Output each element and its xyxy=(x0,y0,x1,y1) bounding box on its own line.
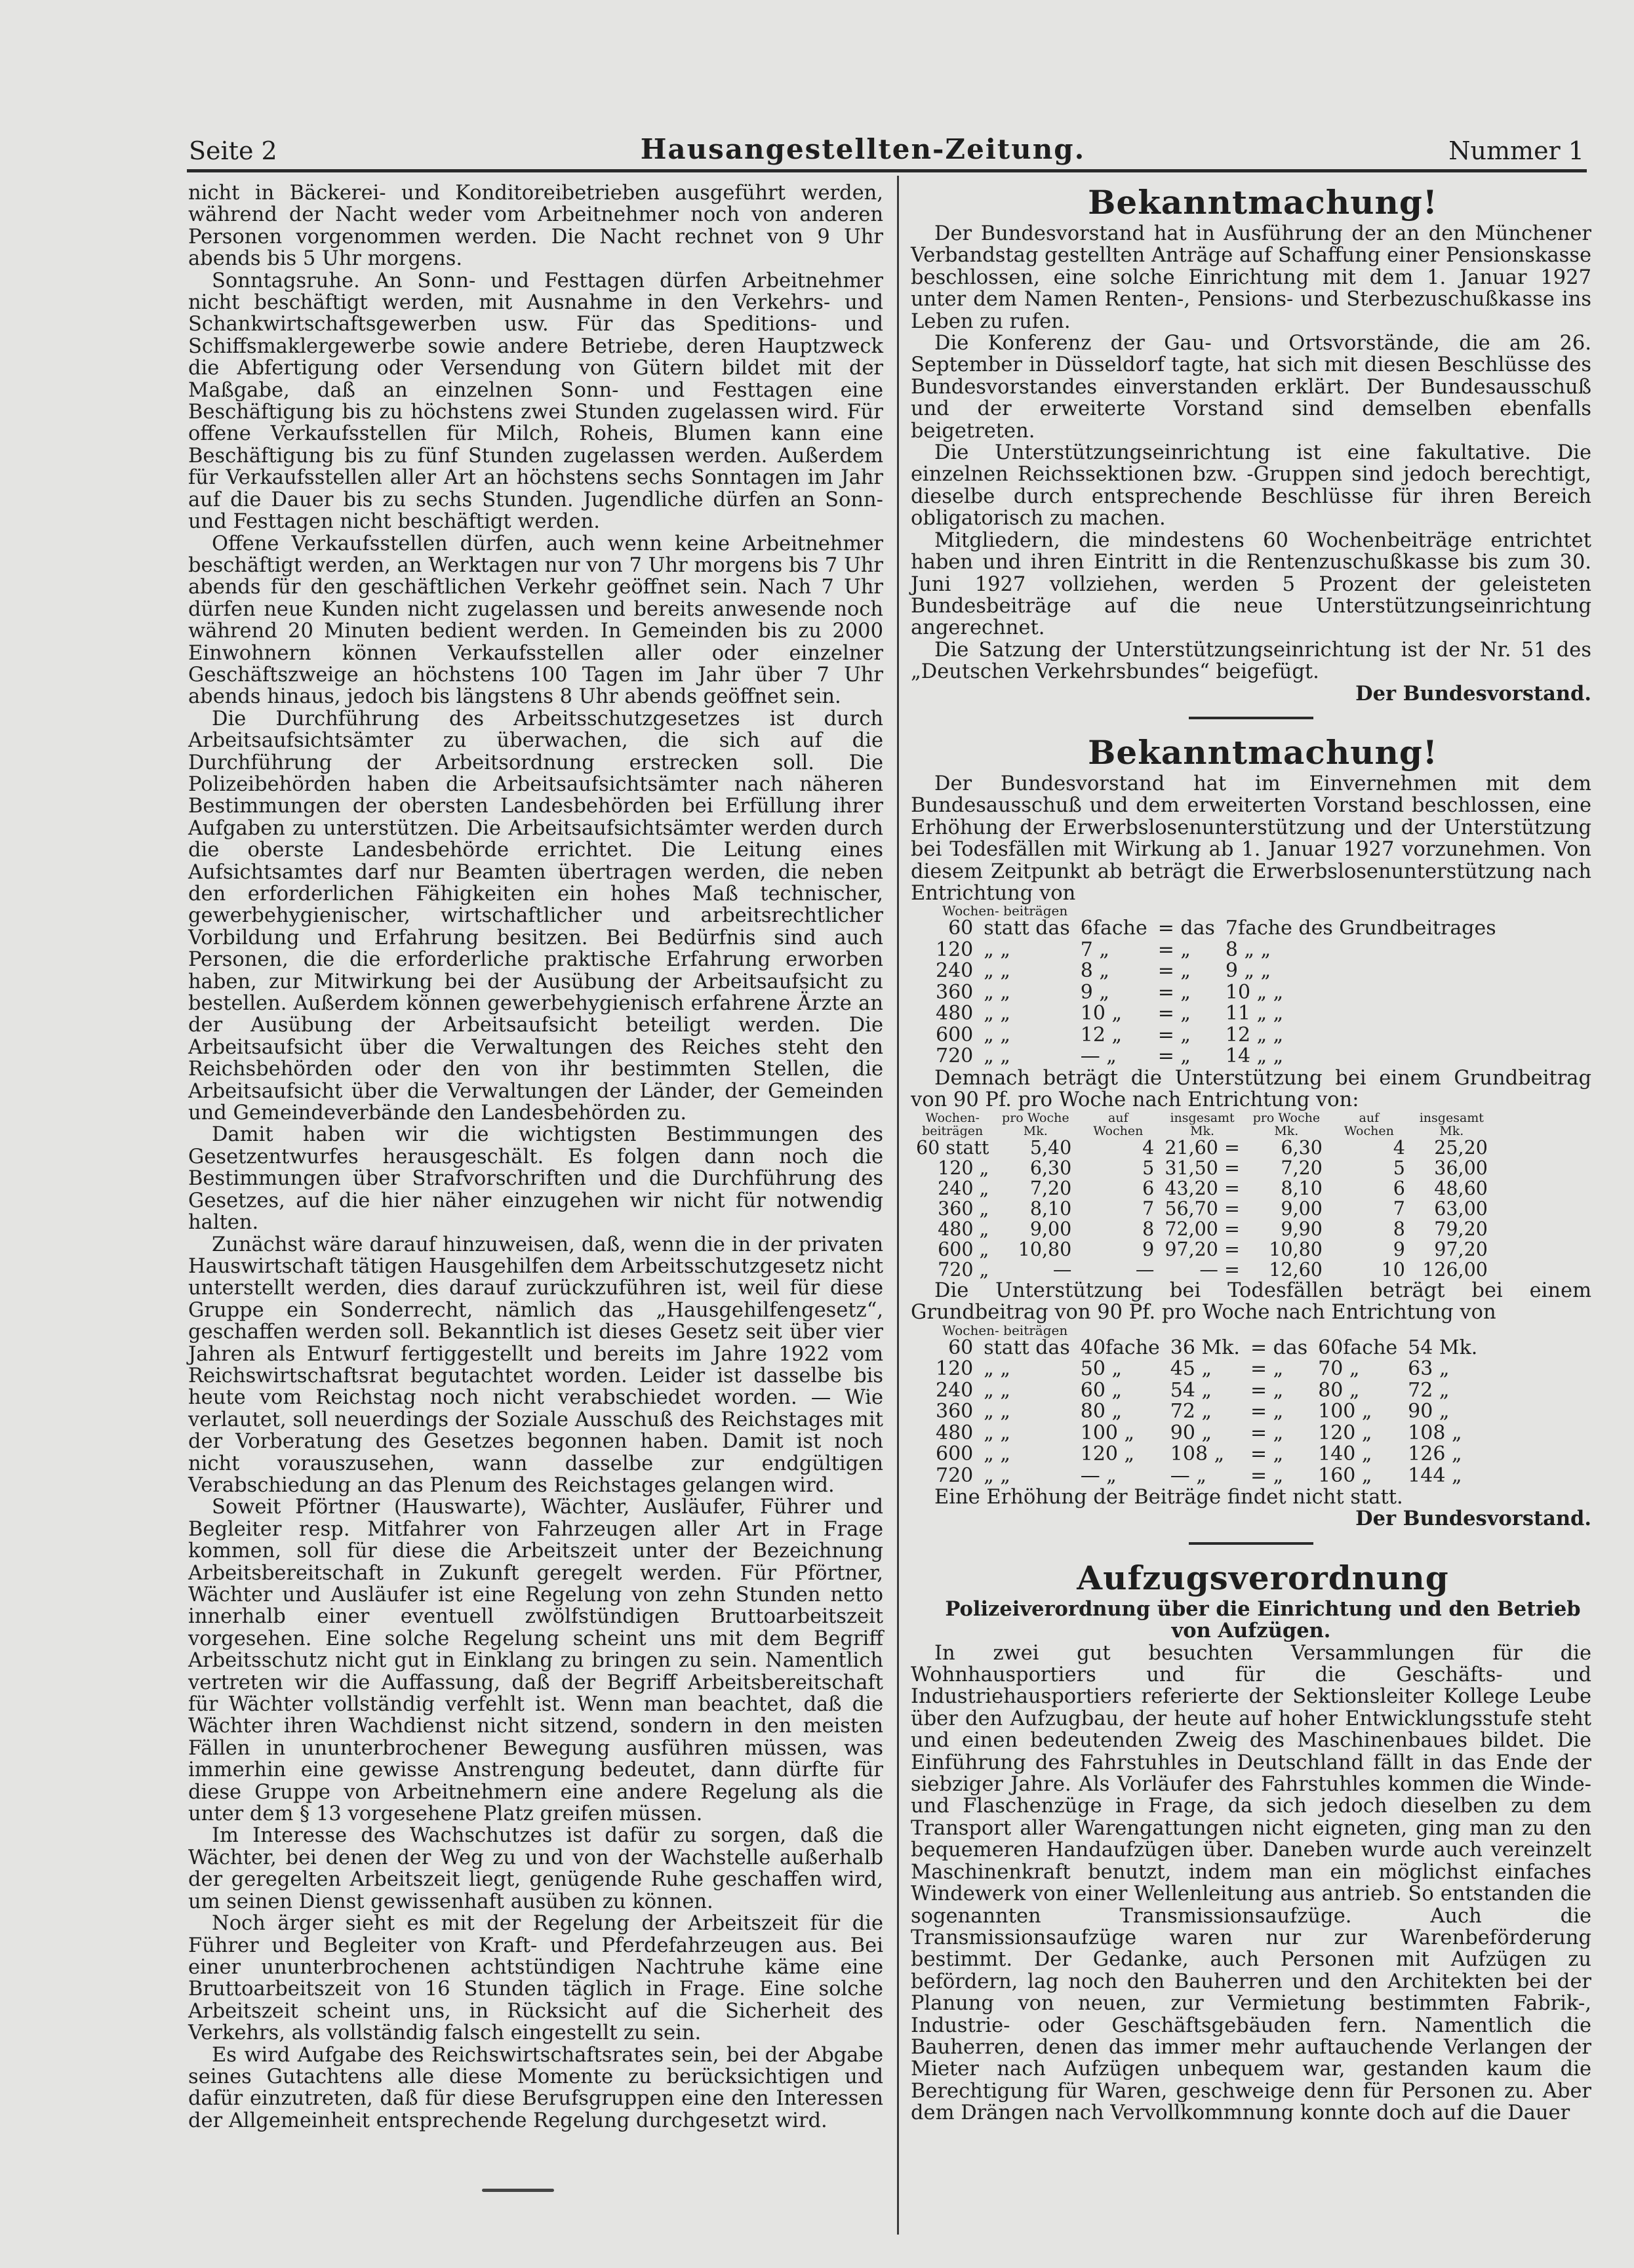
table-row xyxy=(930,1465,1483,1487)
table-cell: 5 xyxy=(1142,1157,1155,1179)
table-row xyxy=(930,1444,1483,1465)
announcement-paragraph: Mitgliedern, die mindestens 60 Wochenbeiträge entrichtet haben und ihren Eintritt in die Rentenzuschußkasse bis zum 30. Juni 1927 vollziehen, werden 5 Prozent der geleisteten Bundesbeiträge auf die neue Unterstützungseinrichtung angerechnet. xyxy=(911,528,1591,640)
table-cell: 600 „ xyxy=(938,1238,989,1260)
table-cell: 72 „ xyxy=(1170,1400,1212,1423)
table-cell: 8 xyxy=(1393,1218,1405,1240)
table-row xyxy=(930,918,1502,940)
column-header: Wochen- beiträgen xyxy=(922,1110,984,1138)
table-cell: 240 xyxy=(936,1378,974,1402)
article-paragraph: Zunächst wäre darauf hinzuweisen, daß, wenn die in der privaten Hauswirtschaft tätigen Hausgehilfen dem Arbeitsschutzgesetz nicht unterstellt werden, dies darauf zurückzuführen ist, weil für diese Gruppe ein Sonderrecht, nämlich das „Hausgehilfengesetz“, geschaffen werden soll. Bekanntlich ist dieses Gesetz seit über vier Jahren als Entwurf fertiggestellt und bereits im Jahre 1922 vom Reichswirtschaftsrat begutachtet worden. Leider ist dasselbe bis heute vom Reichstag noch nicht verabschiedet worden. — Wie verlautet, soll neuerdings der Soziale Ausschuß des Reichstages mit der Vorberatung des Gesetzes begonnen haben. Damit ist noch nicht vorauszusehen, wann dasselbe zur endgültigen Verabschiedung an das Plenum des Reichstages gelangen wird. xyxy=(188,1233,883,1497)
table-cell: 9 xyxy=(1393,1238,1405,1260)
benefit-table xyxy=(911,1111,1493,1280)
table-cell: 12 „ „ xyxy=(1225,1023,1284,1046)
table-cell: 120 „ xyxy=(1318,1421,1372,1444)
table-row xyxy=(930,1046,1502,1067)
table-cell: — „ xyxy=(1080,1044,1117,1068)
table-row xyxy=(911,1158,1493,1178)
table-cell: 480 „ xyxy=(938,1218,989,1240)
section-divider xyxy=(1189,717,1313,719)
table-row xyxy=(930,1338,1483,1359)
table-cell: 6 xyxy=(1142,1177,1155,1199)
column-header: pro Woche Mk. xyxy=(1002,1110,1069,1138)
table-cell: 480 xyxy=(936,1002,974,1025)
table-cell: 10 „ xyxy=(1080,1002,1123,1025)
table-row xyxy=(930,1401,1483,1423)
table-header-label: Wochen- beiträgen xyxy=(942,903,1068,919)
table-cell: 60 xyxy=(948,1336,974,1359)
table-cell: 9 xyxy=(1142,1238,1155,1260)
table-cell: 7 „ xyxy=(1080,938,1109,961)
table-cell: 100 „ xyxy=(1080,1421,1135,1444)
announcement-paragraph: Eine Erhöhung der Beiträge findet nicht statt. xyxy=(934,1486,1403,1509)
table-cell: 8 „ xyxy=(1080,959,1109,983)
table-cell: 80 „ xyxy=(1080,1400,1123,1423)
article-paragraph: Soweit Pförtner (Hauswarte), Wächter, Ausläufer, Führer und Begleiter resp. Mitfahrer von Fahrzeugen aller Art in Frage kommen, soll für diese die Arbeitszeit unter der Bezeichnung Arbeitsbereitschaft in Zukunft geregelt werden. Für Pförtner, Wächter und Ausläufer ist eine Regelung von zehn Stunden netto innerhalb einer eventuell zwölfstündigen Bruttoarbeitszeit vorgesehen. Eine solche Regelung scheint uns mit dem Begriff Arbeitsschutz nicht gut in Einklang zu bringen zu sein. Namentlich vertreten wir die Auffassung, daß der Begriff Arbeitsbereitschaft für Wächter vollständig verfehlt ist. Wenn man beachtet, daß die Wächter ihren Wachdienst nicht sitzend, sondern in den meisten Fällen in ununterbrochener Bewegung ausführen müssen, was immerhin eine gewisse Anstrengung bedeutet, dann dürfte für diese Gruppe von Arbeitnehmern eine andere Regelung als die unter dem § 13 vorgesehene Platz greifen müssen. xyxy=(188,1496,883,1826)
table-cell: 14 „ „ xyxy=(1225,1044,1284,1068)
announcement-heading: Bekanntmachung! xyxy=(1088,183,1438,222)
column-divider xyxy=(897,176,899,2235)
table-cell: „ „ xyxy=(984,1357,1010,1380)
article-paragraph: Offene Verkaufsstellen dürfen, auch wenn keine Arbeitnehmer beschäftigt werden, an Werktagen nur von 7 Uhr morgens bis 7 Uhr abends für den geschäftlichen Verkehr geöffnet sein. Nach 7 Uhr dürfen neue Kunden nicht zugelassen und bereits anwesende noch während 20 Minuten bedient werden. In Gemeinden bis zu 2000 Einwohnern können Verkaufsstellen aller oder einzelner Geschäftszweige an höchstens 100 Tagen im Jahr über 7 Uhr abends hinaus, jedoch bis längstens 8 Uhr abends geöffnet sein. xyxy=(188,532,883,709)
table-cell: „ „ xyxy=(984,1400,1010,1423)
table-cell: 720 „ xyxy=(938,1258,989,1281)
table-cell: — xyxy=(1135,1258,1155,1281)
table-cell: 63,00 xyxy=(1434,1197,1488,1220)
table-cell: 80 „ xyxy=(1318,1378,1360,1402)
table-cell: 45 „ xyxy=(1170,1357,1212,1380)
table-cell: 10,80 xyxy=(1269,1238,1323,1260)
table-cell: 11 „ „ xyxy=(1225,1002,1284,1025)
table-cell: 79,20 xyxy=(1434,1218,1488,1240)
table-cell: 10 „ „ xyxy=(1225,980,1284,1004)
table-cell: 10 xyxy=(1381,1258,1405,1281)
table-cell: — „ xyxy=(1170,1463,1206,1487)
table-cell: 31,50 = xyxy=(1165,1157,1240,1179)
table-cell: 6 xyxy=(1393,1177,1405,1199)
table-cell: „ „ xyxy=(984,1044,1010,1068)
table-cell: = „ xyxy=(1157,1002,1191,1025)
table-cell: = „ xyxy=(1250,1421,1284,1444)
article-paragraph: Sonntagsruhe. An Sonn- und Festtagen dürfen Arbeitnehmer nicht beschäftigt werden, mit Ausnahme in den Verkehrs- und Schankwirtschaftsgewerben usw. Für das Speditions- und Schiffsmaklergewerbe sowie andere Betriebe, deren Hauptzweck die Abfertigung oder Versendung von Gütern bildet mit der Maßgabe, daß an einzelnen Sonn- und Festtagen eine Beschäftigung bis zu höchstens zwei Stunden zugelassen wird. Für offene Verkaufsstellen für Milch, Roheis, Blumen kann eine Beschäftigung bis zu fünf Stunden zugelassen werden. Außerdem für Verkaufsstellen aller Art an höchstens sechs Sonntagen im Jahr auf die Dauer bis zu sechs Stunden. Jugendliche dürfen an Sonn- und Festtagen nicht beschäftigt werden. xyxy=(188,269,883,534)
table-cell: 36,00 xyxy=(1434,1157,1488,1179)
table-cell: 60fache xyxy=(1318,1336,1398,1359)
table-cell: 72,00 = xyxy=(1165,1218,1240,1240)
table-cell: = „ xyxy=(1157,938,1191,961)
table-cell: „ „ xyxy=(984,1378,1010,1402)
table-cell: 126 „ xyxy=(1408,1442,1462,1465)
table-cell: statt das xyxy=(984,917,1070,940)
table-cell: = „ xyxy=(1250,1442,1284,1465)
column-header: auf Wochen xyxy=(1093,1110,1144,1138)
announcement-paragraph: Die Satzung der Unterstützungseinrichtung ist der Nr. 51 des „Deutschen Verkehrsbundes“ beigefügt. xyxy=(911,638,1591,684)
table-cell: 720 xyxy=(936,1463,974,1487)
header-rule xyxy=(187,169,1587,172)
table-row xyxy=(911,1199,1493,1219)
article-subheading: Polizeiverordnung über die Einrichtung und den Betrieb von Aufzügen. xyxy=(945,1597,1581,1643)
table-cell: 40fache xyxy=(1080,1336,1160,1359)
table-cell: 140 „ xyxy=(1318,1442,1372,1465)
table-cell: 50 „ xyxy=(1080,1357,1123,1380)
table-cell: „ „ xyxy=(984,938,1010,961)
column-header: insgesamt Mk. xyxy=(1170,1110,1235,1138)
issue-number: Nummer 1 xyxy=(1448,136,1584,165)
table-cell: statt das xyxy=(984,1336,1070,1359)
table-header-label: Wochen- beiträgen xyxy=(942,1322,1068,1338)
table-cell: 7fache des Grundbeitrages xyxy=(1225,917,1496,940)
announcement-paragraph: Die Unterstützung bei Todesfällen beträgt bei einem Grundbeitrag von 90 Pf. pro Woche nach Entrichtung von xyxy=(911,1279,1591,1324)
article-paragraph: Es wird Aufgabe des Reichswirtschaftsrates sein, bei der Abgabe seines Gutachtens alle diese Momente zu berücksichtigen und dafür einzutreten, daß für diese Berufsgruppen eine den Interessen der Allgemeinheit entsprechende Regelung durchgesetzt wird. xyxy=(188,2043,883,2132)
table-cell: 12 „ xyxy=(1080,1023,1123,1046)
table-cell: 8,10 xyxy=(1281,1177,1323,1199)
table-cell: = „ xyxy=(1157,1023,1191,1046)
table-cell: 54 „ xyxy=(1170,1378,1212,1402)
table-cell: 7 xyxy=(1142,1197,1155,1220)
table-cell: 9,00 xyxy=(1029,1218,1072,1240)
column-header: insgesamt Mk. xyxy=(1419,1110,1484,1138)
table-cell: 600 xyxy=(936,1442,974,1465)
article-paragraph: Noch ärger sieht es mit der Regelung der Arbeitszeit für die Führer und Begleiter von Kraft- und Pferdefahrzeugen aus. Bei einer ununterbrochenen achtstündigen Nachtruhe käme eine Bruttoarbeitszeit von 16 Stunden täglich in Frage. Eine solche Arbeitszeit scheint uns, in Rücksicht auf die Sicherheit des Verkehrs, als vollständig falsch eingestellt zu sein. xyxy=(188,1912,883,2045)
table-cell: „ „ xyxy=(984,1463,1010,1487)
table-cell: 9,00 xyxy=(1281,1197,1323,1220)
table-cell: 6fache xyxy=(1080,917,1147,940)
table-cell: 6,30 xyxy=(1281,1136,1323,1159)
table-cell: 5 xyxy=(1393,1157,1405,1179)
signature: Der Bundesvorstand. xyxy=(1355,681,1591,706)
table-cell: 120 „ xyxy=(938,1157,989,1179)
table-cell: „ „ xyxy=(984,1023,1010,1046)
signature: Der Bundesvorstand. xyxy=(1355,1507,1591,1531)
table-cell: 120 xyxy=(936,1357,974,1380)
section-divider xyxy=(1189,1542,1313,1545)
table-cell: 60 xyxy=(948,917,974,940)
table-cell: = „ xyxy=(1157,1044,1191,1068)
end-ornament xyxy=(482,2189,554,2192)
table-cell: 4 xyxy=(1393,1136,1405,1159)
table-cell: = „ xyxy=(1157,980,1191,1004)
announcement-paragraph: Die Konferenz der Gau- und Ortsvorstände, die am 26. September in Düsseldorf tagte, hat sich mit diesen Beschlüsse des Bundesvorstandes einverstanden erklärt. Der Bundesausschuß und der erweiterte Vorstand sind demselben ebenfalls beigetreten. xyxy=(911,332,1591,443)
announcement-paragraph: Der Bundesvorstand hat in Ausführung der an den Münchener Verbandstag gestellten Anträge auf Schaffung einer Pensionskasse beschlossen, eine solche Einrichtung mit dem 1. Januar 1927 unter dem Namen Renten-, Pensions- und Sterbezuschußkasse ins Leben zu rufen. xyxy=(911,222,1591,333)
table-row xyxy=(930,1423,1483,1444)
table-cell: = „ xyxy=(1250,1463,1284,1487)
table-row xyxy=(911,1138,1493,1158)
table-cell: = „ xyxy=(1250,1357,1284,1380)
table-cell: 360 xyxy=(936,1400,974,1423)
table-cell: 97,20 xyxy=(1434,1238,1488,1260)
table-row xyxy=(911,1219,1493,1239)
table-cell: 126,00 xyxy=(1422,1258,1488,1281)
table-cell: 25,20 xyxy=(1434,1136,1488,1159)
table-cell: 72 „ xyxy=(1408,1378,1450,1402)
table-row xyxy=(930,940,1502,961)
column-header: auf Wochen xyxy=(1344,1110,1394,1138)
table-cell: 60 statt xyxy=(916,1136,989,1159)
table-cell: 8 xyxy=(1142,1218,1155,1240)
table-cell: 9,90 xyxy=(1281,1218,1323,1240)
right-column xyxy=(911,182,1591,2241)
table-cell: 56,70 = xyxy=(1165,1197,1240,1220)
table-cell: = „ xyxy=(1250,1378,1284,1402)
table-cell: 63 „ xyxy=(1408,1357,1450,1380)
table-row xyxy=(930,982,1502,1004)
table-cell: 240 xyxy=(936,959,974,983)
announcement-heading: Bekanntmachung! xyxy=(1088,732,1438,772)
table-cell: „ „ xyxy=(984,1421,1010,1444)
table-row xyxy=(930,1359,1483,1380)
table-cell: 9 „ „ xyxy=(1225,959,1271,983)
table-cell: 600 xyxy=(936,1023,974,1046)
table-cell: — = xyxy=(1199,1258,1240,1281)
table-cell: — xyxy=(1052,1258,1072,1281)
table-cell: „ „ xyxy=(984,1442,1010,1465)
article-paragraph: Die Durchführung des Arbeitsschutzgesetzes ist durch Arbeitsaufsichtsämter zu überwachen, die sich auf die Durchführung der Arbeitsordnung erstrecken soll. Die Polizeibehörden haben die Arbeitsaufsichtsämter nach näheren Bestimmungen der obersten Landesbehörden bei Erfüllung ihrer Aufgaben zu unterstützen. Die Arbeitsaufsichtsämter werden durch die oberste Landesbehörde errichtet. Die Leitung eines Aufsichtsamtes darf nur Beamten übertragen werden, die neben den erforderlichen Fähigkeiten ein hohes Maß technischer, gewerbehygienischer, wirtschaftlicher und arbeitsrechtlicher Vorbildung und Erfahrung besitzen. Bei Bedürfnis sind auch Personen, die die erforderliche praktische Erfahrung erworben haben, zur Mitwirkung bei der Ausübung der Arbeitsaufsicht zu bestellen. Außerdem können gewerbehygienisch erfahrene Ärzte an der Ausübung der Arbeitsaufsicht beteiligt werden. Die Arbeitsaufsicht über die Verwaltungen des Reiches steht den Reichsbehörden oder den von ihr bestimmten Stellen, die Arbeitsaufsicht über die Verwaltungen der Länder, der Gemeinden und Gemeindeverbände den Landesbehörden zu. xyxy=(188,707,883,1125)
table-cell: = „ xyxy=(1157,959,1191,983)
table-cell: = „ xyxy=(1250,1400,1284,1423)
table-row xyxy=(911,1239,1493,1260)
table-cell: 4 xyxy=(1142,1136,1155,1159)
table-cell: = das xyxy=(1250,1336,1308,1359)
table-cell: 36 Mk. xyxy=(1170,1336,1240,1359)
table-cell: 21,60 = xyxy=(1165,1136,1240,1159)
table-cell: 108 „ xyxy=(1170,1442,1225,1465)
death-benefit-table xyxy=(930,1338,1483,1487)
article-paragraph: Im Interesse des Wachschutzes ist dafür zu sorgen, daß die Wächter, bei denen der Weg zu und von der Wachstelle außerhalb der geregelten Arbeitszeit liegt, genügende Ruhe geschaffen wird, um seinen Dienst gewissenhaft ausüben zu können. xyxy=(188,1824,883,1913)
table-cell: 7,20 xyxy=(1281,1157,1323,1179)
table-cell: 90 „ xyxy=(1408,1400,1450,1423)
table-cell: 48,60 xyxy=(1434,1177,1488,1199)
table-cell: 480 xyxy=(936,1421,974,1444)
table-cell: 90 „ xyxy=(1170,1421,1212,1444)
article-paragraph: nicht in Bäckerei- und Konditoreibetrieben ausgeführt werden, während der Nacht weder vom Arbeitnehmer noch von anderen Personen vorgenommen werden. Die Nacht rechnet von 9 Uhr abends bis 5 Uhr morgens. xyxy=(188,182,883,271)
table-cell: 7 xyxy=(1393,1197,1405,1220)
table-cell: „ „ xyxy=(984,959,1010,983)
table-cell: 160 „ xyxy=(1318,1463,1372,1487)
announcement-paragraph: Die Unterstützungseinrichtung ist eine fakultative. Die einzelnen Reichssektionen bzw. -Gruppen sind jedoch berechtigt, dieselbe durch entsprechende Beschlüsse für ihren Bereich obligatorisch zu machen. xyxy=(911,441,1591,530)
table-cell: 108 „ xyxy=(1408,1421,1462,1444)
table-cell: 120 xyxy=(936,938,974,961)
table-cell: 10,80 xyxy=(1018,1238,1072,1260)
left-column xyxy=(188,182,883,2202)
table-cell: 6,30 xyxy=(1029,1157,1072,1179)
table-cell: „ „ xyxy=(984,1002,1010,1025)
table-cell: 60 „ xyxy=(1080,1378,1123,1402)
table-cell: 120 „ xyxy=(1080,1442,1135,1465)
table-row xyxy=(911,1260,1493,1280)
table-cell: 8,10 xyxy=(1029,1197,1072,1220)
table-cell: 240 „ xyxy=(938,1177,989,1199)
table-row xyxy=(930,1380,1483,1402)
table-cell: = das xyxy=(1157,917,1215,940)
table-cell: 97,20 = xyxy=(1165,1238,1240,1260)
table-cell: 360 „ xyxy=(938,1197,989,1220)
table-cell: „ „ xyxy=(984,980,1010,1004)
page-header xyxy=(189,126,1584,165)
article-heading: Aufzugsverordnung xyxy=(1077,1558,1449,1597)
article-paragraph: Damit haben wir die wichtigsten Bestimmungen des Gesetzentwurfes herausgeschält. Es folgen dann noch die Bestimmungen über Strafvorschriften und die Durchführung des Gesetzes, auf die hier näher einzugehen wir nicht für notwendig halten. xyxy=(188,1123,883,1235)
table-row xyxy=(930,1003,1502,1025)
table-cell: 7,20 xyxy=(1029,1177,1072,1199)
table-cell: 70 „ xyxy=(1318,1357,1360,1380)
table-row xyxy=(911,1178,1493,1199)
table-cell: 720 xyxy=(936,1044,974,1068)
announcement-paragraph: Der Bundesvorstand hat im Einvernehmen mit dem Bundesausschuß und dem erweiterten Vorstand beschlossen, eine Erhöhung der Erwerbslosenunterstützung und der Unterstützung bei Todesfällen mit Wirkung ab 1. Januar 1927 vorzunehmen. Von diesem Zeitpunkt ab beträgt die Erwerbslosenunterstützung nach Entrichtung von xyxy=(911,772,1591,905)
column-header: pro Woche Mk. xyxy=(1252,1110,1321,1138)
table-cell: 9 „ xyxy=(1080,980,1109,1004)
table-row xyxy=(930,961,1502,982)
article-paragraph: In zwei gut besuchten Versammlungen für die Wohnhausportiers und für die Geschäfts- und Industriehausportiers referierte der Sektionsleiter Kollege Leube über den Aufzugbau, der heute auf hoher Entwicklungsstufe steht und einen bedeutenden Zweig des Maschinenbaues bildet. Die Einführung des Fahrstuhles in Deutschland fällt in das Ende der siebziger Jahre. Als Vorläufer des Fahrstuhles kommen die Winde- und Flaschenzüge in Frage, da sich jedoch dieselben zu dem Transport aller Warengattungen nicht eigneten, ging man zu den bequemeren Handaufzügen über. Daneben wurde auch vereinzelt Maschinenkraft benutzt, indem man ein möglichst einfaches Windewerk von einer Wellenleitung aus antrieb. So entstanden die sogenannten Transmissionsaufzüge. Auch die Transmissionsaufzüge waren nur zur Warenbeförderung bestimmt. Der Gedanke, auch Personen mit Aufzügen zu befördern, lag noch den Bauherren und den Architekten bei der Planung von neuen, zur Vermietung bestimmten Fabrik-, Industrie- oder Geschäftsgebäuden fern. Namentlich die Bauherren, denen das immer mehr auftauchende Verlangen der Mieter nach Aufzügen unbequem war, gestanden kaum die Berechtigung für Waren, geschweige denn für Personen zu. Aber dem Drängen nach Vervollkommnung konnte doch auf die Dauer xyxy=(911,1641,1591,2125)
table-cell: 12,60 xyxy=(1269,1258,1323,1281)
table-cell: 100 „ xyxy=(1318,1400,1372,1423)
announcement-paragraph: Demnach beträgt die Unterstützung bei einem Grundbeitrag von 90 Pf. pro Woche nach Entrichtung von: xyxy=(911,1066,1591,1112)
table-cell: 360 xyxy=(936,980,974,1004)
table-cell: 144 „ xyxy=(1408,1463,1462,1487)
table-cell: 54 Mk. xyxy=(1408,1336,1478,1359)
table-cell: 8 „ „ xyxy=(1225,938,1271,961)
table-cell: — „ xyxy=(1080,1463,1117,1487)
table-cell: 43,20 = xyxy=(1165,1177,1240,1199)
unemployment-table xyxy=(930,918,1502,1067)
page-number: Seite 2 xyxy=(189,136,277,165)
table-row xyxy=(930,1025,1502,1046)
table-cell: 5,40 xyxy=(1029,1136,1072,1159)
newspaper-title: Hausangestellten-Zeitung. xyxy=(640,133,1086,165)
